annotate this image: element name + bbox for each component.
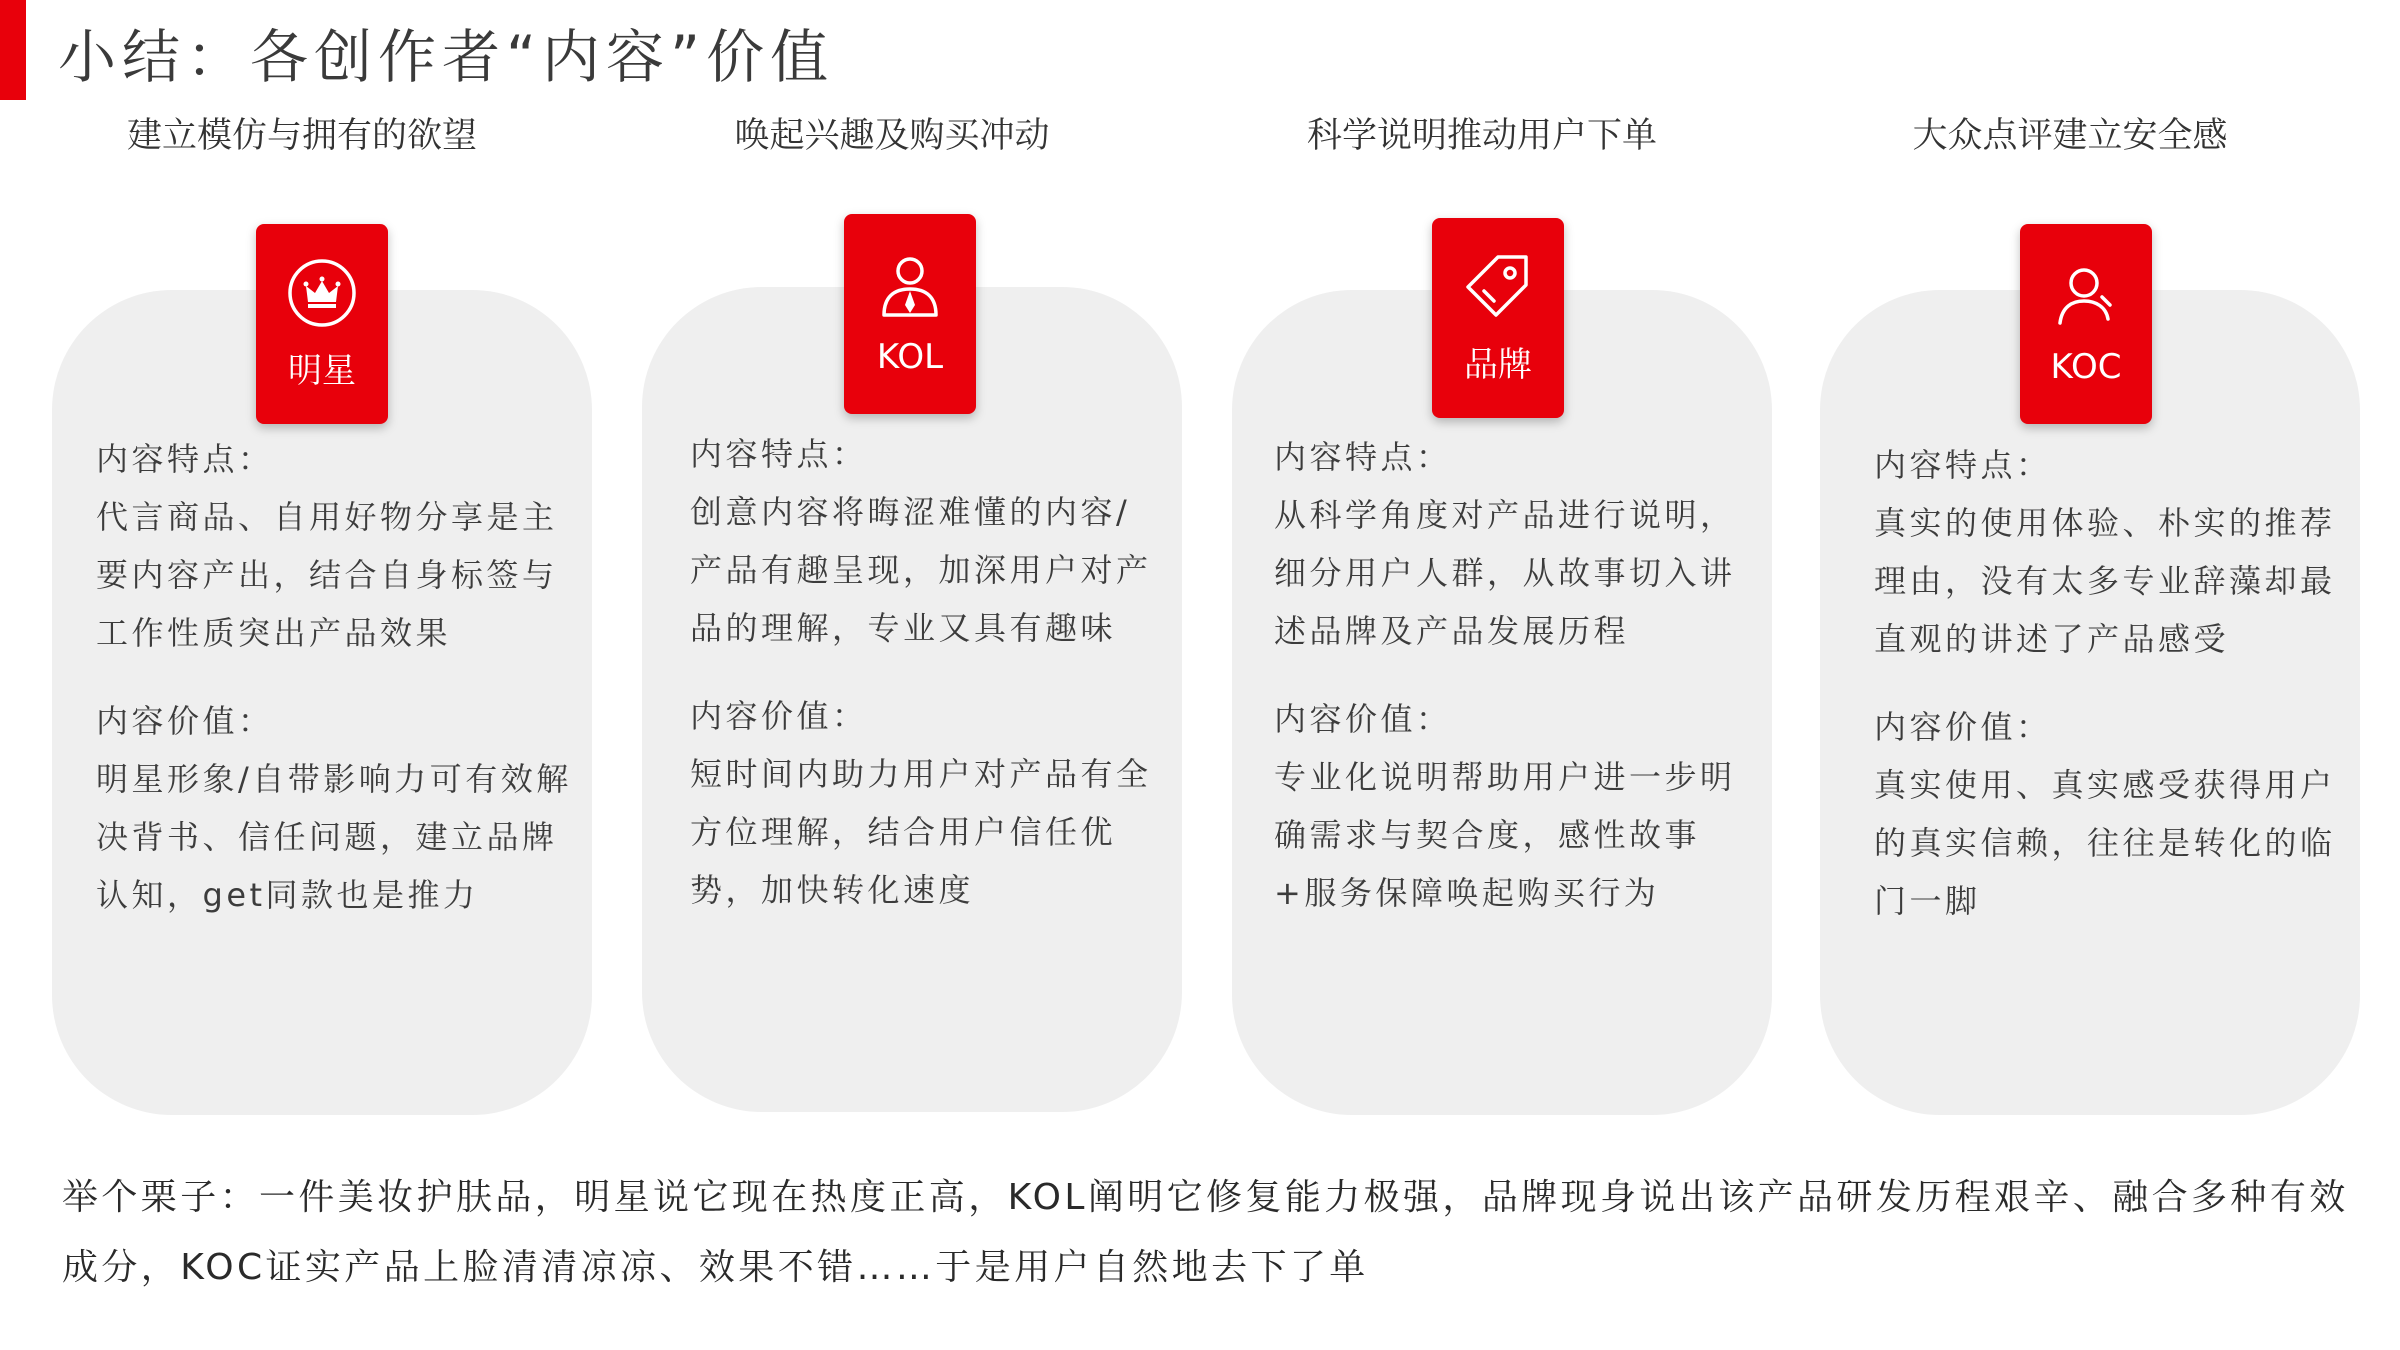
feature-label: 内容特点： bbox=[1874, 446, 2052, 484]
feature-label: 内容特点： bbox=[96, 440, 274, 478]
badge-label: 品牌 bbox=[1464, 344, 1532, 385]
title-accent-bar bbox=[0, 0, 26, 100]
value-label: 内容价值： bbox=[96, 702, 274, 740]
column-heading: 建立模仿与拥有的欲望 bbox=[126, 116, 477, 156]
badge-label: 明星 bbox=[288, 350, 356, 391]
badge-label: KOC bbox=[2050, 347, 2122, 387]
feature-text: 创意内容将晦涩难懂的内容/产品有趣呈现，加深用户对产品的理解，专业又具有趣味 bbox=[690, 493, 1152, 647]
badge-brand bbox=[1432, 218, 1564, 418]
tag-icon bbox=[1462, 251, 1534, 323]
value-text: 明星形象/自带影响力可有效解决背书、信任问题，建立品牌认知，get同款也是推力 bbox=[96, 760, 572, 914]
user-icon bbox=[2050, 261, 2122, 333]
value-text: 专业化说明帮助用户进一步明确需求与契合度，感性故事+服务保障唤起购买行为 bbox=[1274, 758, 1736, 912]
badge-star bbox=[256, 224, 388, 424]
feature-text: 从科学角度对产品进行说明，细分用户人群，从故事切入讲述品牌及产品发展历程 bbox=[1274, 496, 1736, 650]
feature-label: 内容特点： bbox=[1274, 438, 1452, 476]
feature-text: 真实的使用体验、朴实的推荐理由，没有太多专业辞藻却最直观的讲述了产品感受 bbox=[1874, 504, 2336, 658]
card-content bbox=[1274, 428, 1752, 952]
person-tie-icon bbox=[874, 251, 946, 323]
example-text: 举个栗子：一件美妆护肤品，明星说它现在热度正高，KOL阐明它修复能力极强，品牌现身说出该产品研发历程艰辛、融合多种有效成分，KOC证实产品上脸清清凉凉、效果不错……于是用户自然地去下了单 bbox=[62, 1177, 2349, 1288]
value-label: 内容价值： bbox=[1274, 700, 1452, 738]
column-heading: 大众点评建立安全感 bbox=[1912, 116, 2228, 156]
badge-label: KOL bbox=[876, 337, 944, 377]
column-heading: 唤起兴趣及购买冲动 bbox=[734, 116, 1050, 156]
badge-koc bbox=[2020, 224, 2152, 424]
badge-kol bbox=[844, 214, 976, 414]
card-content bbox=[96, 430, 572, 954]
card-content bbox=[1874, 436, 2340, 960]
crown-icon bbox=[286, 257, 358, 329]
column-heading: 科学说明推动用户下单 bbox=[1306, 116, 1657, 156]
card-content bbox=[690, 425, 1162, 949]
feature-text: 代言商品、自用好物分享是主要内容产出，结合自身标签与工作性质突出产品效果 bbox=[96, 498, 558, 652]
value-text: 真实使用、真实感受获得用户的真实信赖，往往是转化的临门一脚 bbox=[1874, 766, 2336, 920]
value-label: 内容价值： bbox=[1874, 708, 2052, 746]
value-text: 短时间内助力用户对产品有全方位理解，结合用户信任优势，加快转化速度 bbox=[690, 755, 1152, 909]
page-title: 小结：各创作者“内容”价值 bbox=[58, 23, 835, 91]
feature-label: 内容特点： bbox=[690, 435, 868, 473]
value-label: 内容价值： bbox=[690, 697, 868, 735]
